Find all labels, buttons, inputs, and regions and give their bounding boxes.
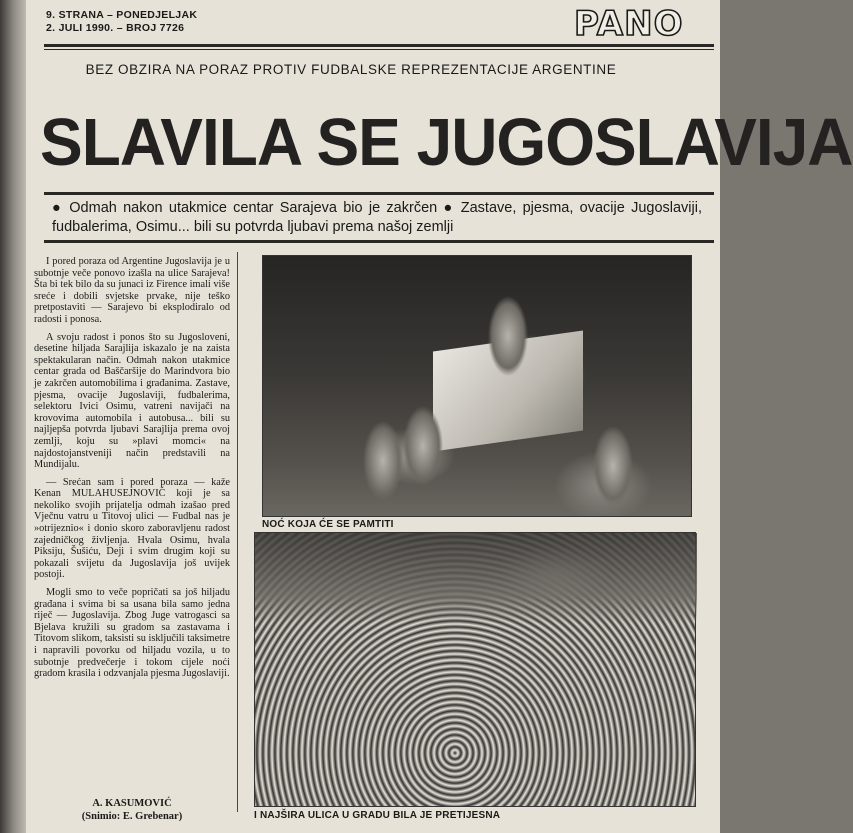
byline (34, 797, 230, 823)
person-figure (363, 421, 403, 501)
headline-rule (44, 192, 714, 197)
header-rule (44, 44, 714, 50)
masthead (46, 6, 706, 42)
photo-credit: (Snimio: E. Grebenar) (81, 811, 183, 822)
article-kicker: BEZ OBZIRA NA PORAZ PROTIV FUDBALSKE REPREZENTACIJE ARGENTINE (85, 62, 617, 77)
author-name: A. KASUMOVIĆ (92, 798, 172, 809)
date-info: 2. JULI 1990. – BROJ 7726 (46, 22, 185, 34)
subdeck-rule (44, 240, 714, 243)
body-paragraph: Mogli smo to veče popričati sa još hiljadu građana i svima bi sa usana bila samo jedna riječ — Jugoslavija. Zbog Juge vatrogasci sa Bjelava kružili su gradom sa zastavama i Titovom slikom, taksisti su isključili taksimetre i napravili povorku od hiljadu vozila, u to subotnje predvečerje i tokom cijele noći gradom krasila i odzvanjala pjesma Jugoslaviji. (34, 587, 230, 680)
article-body (34, 256, 230, 680)
person-figure (403, 406, 443, 486)
body-paragraph: I pored poraza od Argentine Jugoslavija je u subotnje veče ponovo izašla na ulice Sarajeva! Šta bi tek bilo da su junaci iz Firence imali više sreće i dobili svjetske prvake, nije teško pretpostaviti — Sarajevo bi eksplodiralo od radosti i ponosa. (34, 256, 230, 325)
photo-caption: I NAJŠIRA ULICA U GRADU BILA JE PRETIJESNA (254, 810, 501, 821)
body-paragraph: A svoju radost i ponos što su Jugosloveni, desetine hiljada Sarajlija iskazalo je na zaista spektakularan način. Odmah nakon utakmice centar grada od Baščaršije do Marindvora bio je zakrčen automobilima i građanima. Zastave, pjesma, ovacije Jugoslaviji, fudbalerima, selektoru Ivici Osimu, vatreni navijači na krovovima automobila i autobusa... bili su najljepša potvrda ljubavi Sarajlija prema ovoj zemlji, koju su »plavi momci« na najdostojanstveniji način predstavili na Mundijalu. (34, 331, 230, 471)
body-paragraph: — Srećan sam i pored poraza — kaže Kenan MULAHUSEJNOVIĆ koji je sa nekoliko svojih prijatelja odmah izašao pred Vječnu vatru u Titovoj ulici — Fudbal nas je »otrijeznio« i donio skoro zaboravljenu radost zajedničkog življenja. Hvala Osimu, hvala Piksiju, Šušiću, Deji i svim drugim koji su pokazali svijetu da Jugoslavija još uvijek postoji. (34, 476, 230, 581)
article-subdeck: ● Odmah nakon utakmice centar Sarajeva bio je zakrčen ● Zastave, pjesma, ovacije Jugoslaviji, fudbalerima, Osimu... bili su potvrda ljubavi prema našoj zemlji (52, 200, 702, 235)
article-headline: SLAVILA SE JUGOSLAVIJA (40, 104, 853, 180)
person-figure (593, 426, 633, 506)
person-figure (488, 296, 528, 376)
photo-crowd-street (254, 532, 696, 807)
page-info: 9. STRANA – PONEDJELJAK (46, 9, 198, 21)
building-facade (255, 533, 697, 623)
photo-caption: NOĆ KOJA ĆE SE PAMTITI (262, 519, 394, 530)
newspaper-logo: PANO (574, 4, 684, 44)
newspaper-page (26, 0, 853, 833)
column-divider (237, 252, 238, 812)
photo-night-celebration (262, 255, 692, 517)
